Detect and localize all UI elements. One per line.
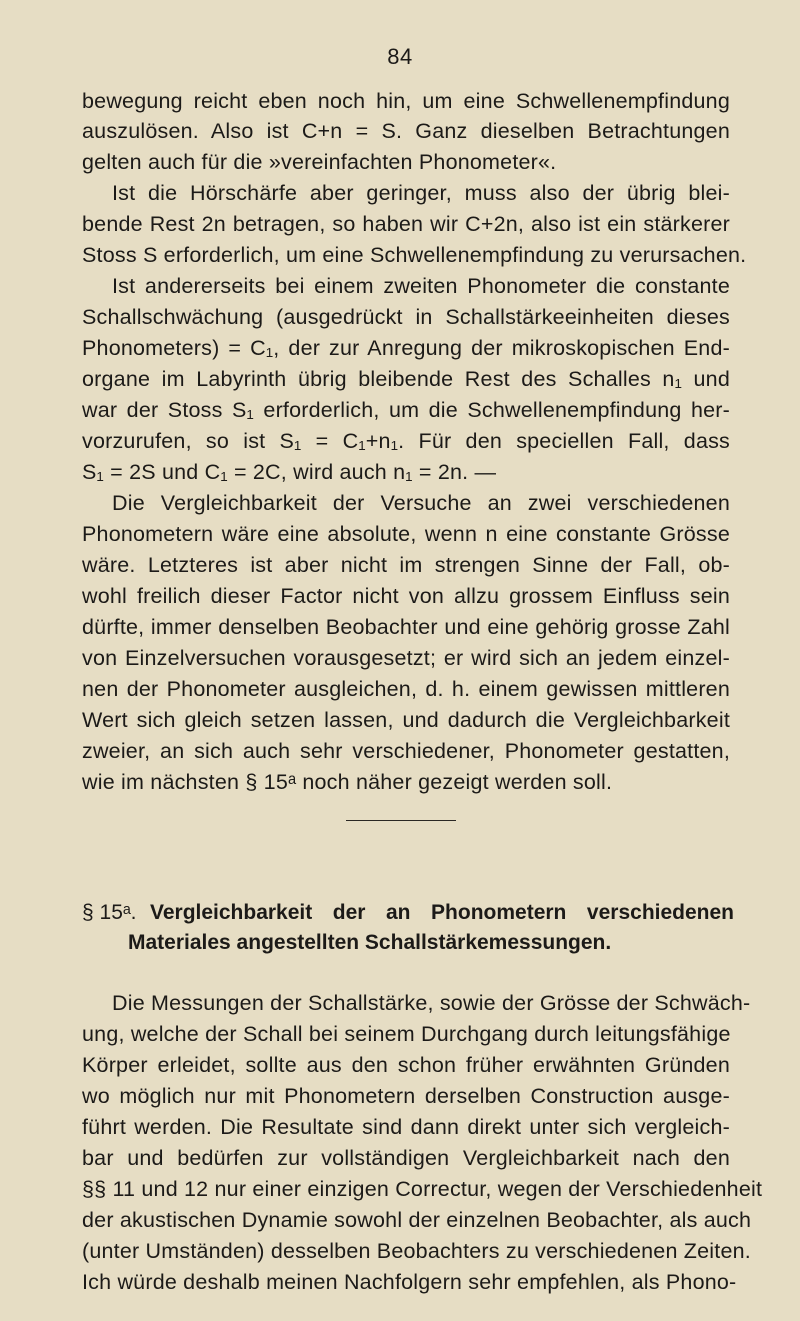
text-line: wäre. Letzteres ist aber nicht im strengen Sinne der Fall, ob- — [82, 553, 730, 577]
text-line: Phonometers) = C₁, der zur Anregung der mikroskopischen End- — [82, 336, 730, 360]
page-number: 84 — [387, 44, 413, 69]
text-line: der akustischen Dynamie sowohl der einzelnen Beobachter, als auch — [82, 1208, 752, 1232]
text-line: war der Stoss S₁ erforderlich, um die Schwellenempfindung her- — [82, 398, 730, 422]
text-line: zweier, an sich auch sehr verschiedener, Phonometer gestatten, — [82, 739, 730, 763]
text-line: ung, welche der Schall bei seinem Durchgang durch leitungsfähige — [82, 1022, 731, 1046]
text-line: Stoss S erforderlich, um eine Schwellenempfindung zu verursachen. — [82, 243, 747, 267]
text-line: S₁ = 2S und C₁ = 2C, wird auch n₁ = 2n. — — [82, 460, 497, 484]
text-line: Wert sich gleich setzen lassen, und dadurch die Vergleichbarkeit — [82, 708, 730, 732]
text-line: Die Messungen der Schallstärke, sowie der Grösse der Schwäch- — [112, 991, 751, 1015]
text-line: wo möglich nur mit Phonometern derselben Construction ausge- — [82, 1084, 730, 1108]
text-line: bar und bedürfen zur vollständigen Vergleichbarkeit nach den — [82, 1146, 730, 1170]
text-line: bende Rest 2n betragen, so haben wir C+2n, also ist ein stärkerer — [82, 212, 730, 236]
text-line: bewegung reicht eben noch hin, um eine Schwellenempfindung — [82, 89, 730, 113]
text-line: dürfte, immer denselben Beobachter und eine gehörig grosse Zahl — [82, 615, 730, 639]
text-line: Ich würde deshalb meinen Nachfolgern sehr empfehlen, als Phono- — [82, 1270, 737, 1294]
text-line: führt werden. Die Resultate sind dann direkt unter sich vergleich- — [82, 1115, 730, 1139]
text-line: Körper erleidet, sollte aus den schon früher erwähnten Gründen — [82, 1053, 730, 1077]
text-line: von Einzelversuchen vorausgesetzt; er wird sich an jedem einzel- — [82, 646, 730, 670]
section-divider — [346, 820, 456, 821]
text-line: Schallschwächung (ausgedrückt in Schallstärkeeinheiten dieses — [82, 305, 730, 329]
text-line: Die Vergleichbarkeit der Versuche an zwei verschiedenen — [112, 491, 730, 515]
text-line: Phonometern wäre eine absolute, wenn n eine constante Grösse — [82, 522, 730, 546]
section-heading-line-1: Vergleichbarkeit der an Phonometern verschiedenen — [150, 901, 734, 924]
section-mark: § 15ᵃ. — [82, 901, 137, 924]
section-heading-line-2: Materiales angestellten Schallstärkemessungen. — [128, 931, 612, 954]
text-line: nen der Phonometer ausgleichen, d. h. einem gewissen mittleren — [82, 677, 730, 701]
text-line: wohl freilich dieser Factor nicht von allzu grossem Einfluss sein — [82, 584, 730, 608]
text-line: auszulösen. Also ist C+n = S. Ganz dieselben Betrachtungen — [82, 119, 730, 143]
text-line: Ist die Hörschärfe aber geringer, muss also der übrig blei- — [112, 181, 730, 205]
text-line: wie im nächsten § 15ᵃ noch näher gezeigt werden soll. — [82, 770, 613, 794]
text-line: vorzurufen, so ist S₁ = C₁+n₁. Für den speciellen Fall, dass — [82, 429, 730, 453]
text-line: gelten auch für die »vereinfachten Phonometer«. — [82, 150, 557, 174]
text-line: §§ 11 und 12 nur einer einzigen Correctur, wegen der Verschiedenheit — [82, 1177, 763, 1201]
text-line: (unter Umständen) desselben Beobachters zu verschiedenen Zeiten. — [82, 1239, 751, 1263]
text-line: organe im Labyrinth übrig bleibende Rest des Schalles n₁ und — [82, 367, 730, 391]
text-line: Ist andererseits bei einem zweiten Phonometer die constante — [112, 274, 730, 298]
